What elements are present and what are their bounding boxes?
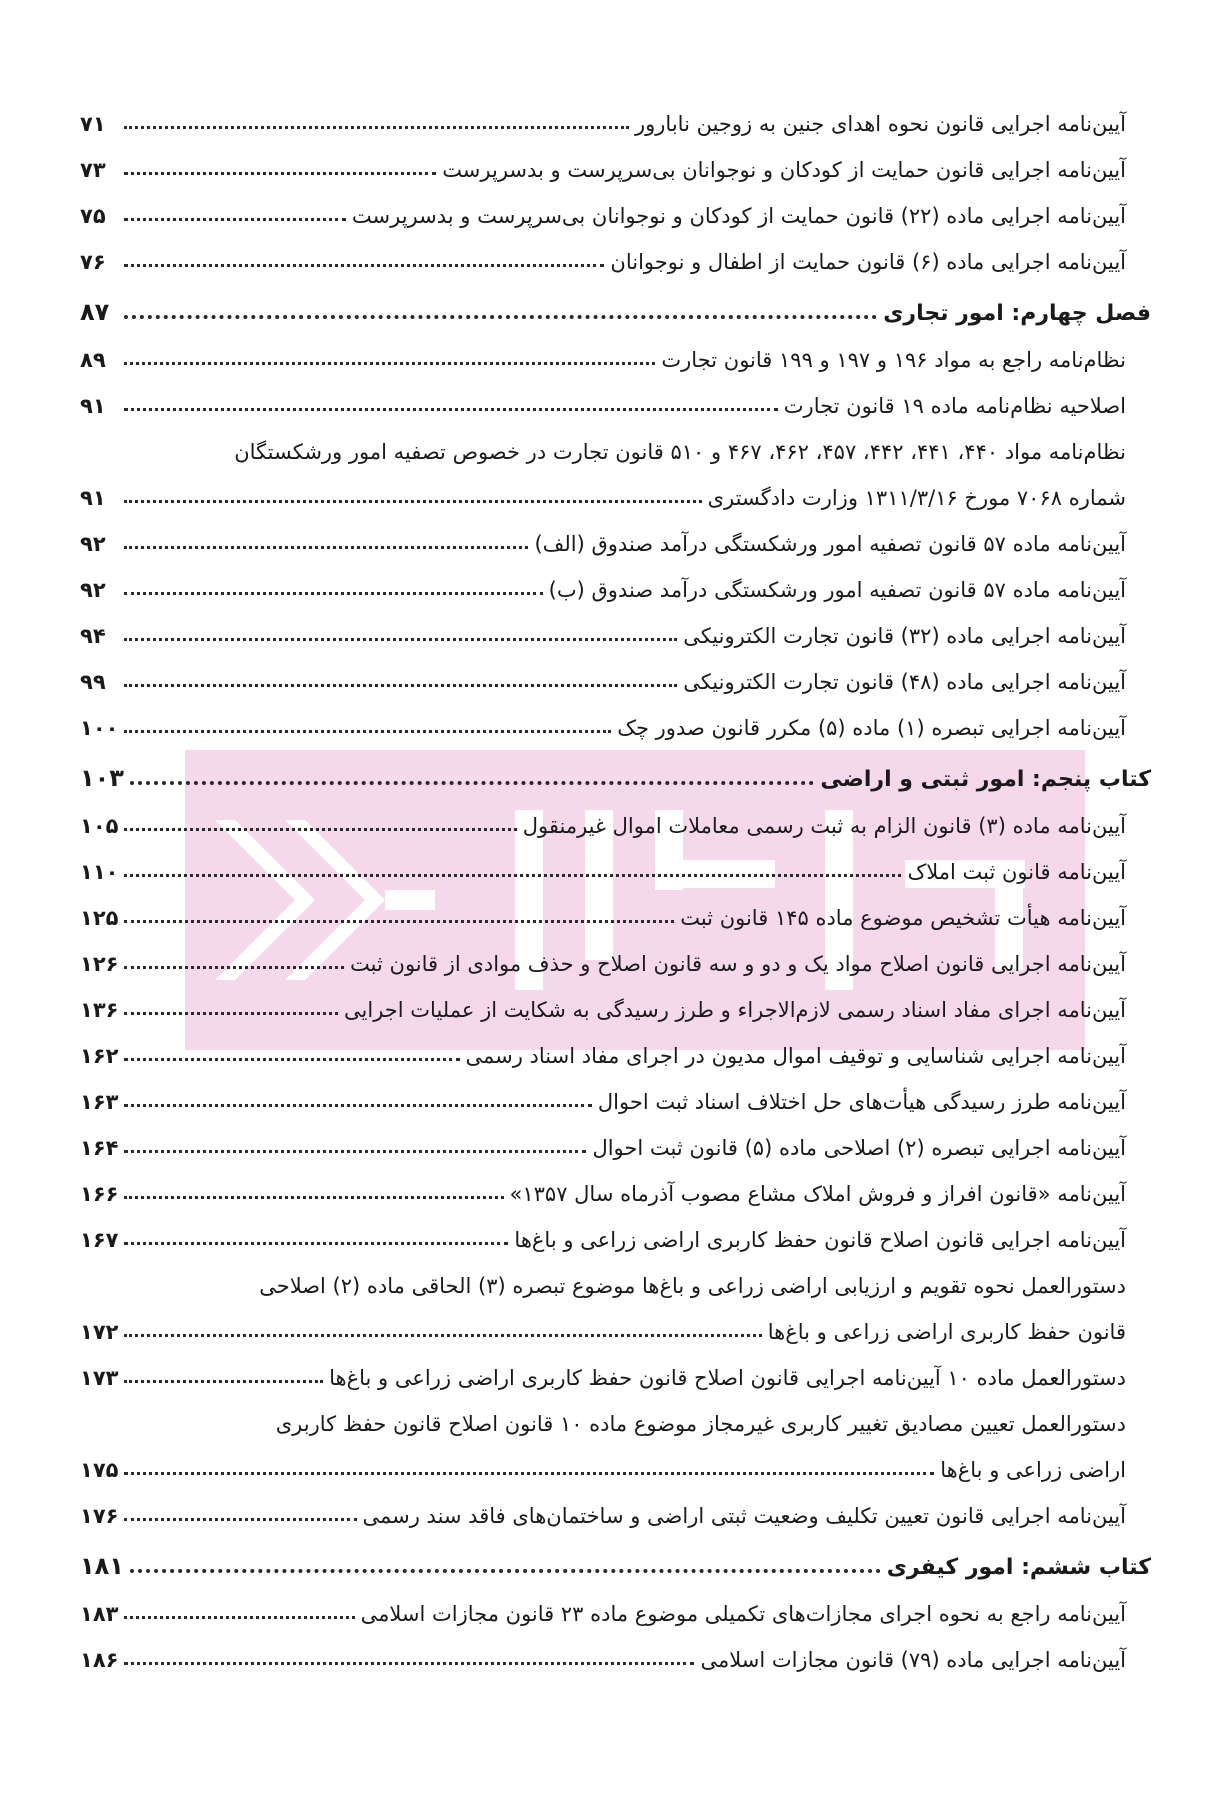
toc-entry[interactable]: [80, 1114, 1151, 1160]
toc-entry-title: نظام‌نامه راجع به مواد ۱۹۶ و ۱۹۷ و ۱۹۹ قانون تجارت: [661, 348, 1126, 372]
toc-entry[interactable]: [80, 1206, 1151, 1252]
toc-entry[interactable]: [80, 136, 1151, 182]
toc-entry-title: آیین‌نامه هیأت تشخیص موضوع ماده ۱۴۵ قانون ثبت: [680, 906, 1126, 930]
toc-page-number: ۱۶۳: [80, 1090, 119, 1114]
toc-page-number: ۸۹: [80, 348, 106, 372]
toc-page-number: ۷۶: [80, 250, 106, 274]
toc-entry-title: فصل چهارم: امور تجاری: [883, 301, 1151, 326]
toc-page-number: ۱۸۳: [80, 1602, 119, 1626]
toc-page-number: ۱۲۶: [80, 952, 119, 976]
toc-page-number: ۱۷۳: [80, 1366, 119, 1390]
toc-entry[interactable]: [80, 90, 1151, 136]
toc-entry-title: کتاب پنجم: امور ثبتی و اراضی: [820, 767, 1151, 792]
dot-leader: [124, 1518, 356, 1521]
toc-section-heading[interactable]: [80, 746, 1151, 792]
dot-leader: [124, 218, 346, 221]
toc-entry[interactable]: [80, 1022, 1151, 1068]
toc-entry[interactable]: [80, 792, 1151, 838]
toc-entry-title: اصلاحیه نظام‌نامه ماده ۱۹ قانون تجارت: [783, 394, 1126, 418]
toc-entry[interactable]: [80, 1160, 1151, 1206]
dot-leader: [124, 1662, 694, 1665]
dot-leader: [124, 362, 655, 365]
toc-entry-title: اراضی زراعی و باغ‌ها: [940, 1458, 1126, 1482]
dot-leader: [124, 828, 516, 831]
toc-entry[interactable]: [80, 228, 1151, 274]
toc-entry-title: آیین‌نامه اجرایی تبصره (۲) اصلاحی ماده (۵) قانون ثبت احوال: [592, 1136, 1126, 1160]
toc-entry[interactable]: [80, 182, 1151, 228]
toc-entry-first-line: [80, 1252, 1151, 1298]
toc-entry-title: دستورالعمل تعیین مصادیق تغییر کاربری غیرمجاز موضوع ماده ۱۰ قانون اصلاح قانون حفظ کاربری: [275, 1412, 1126, 1436]
toc-page-number: ۱۷۵: [80, 1458, 119, 1482]
dot-leader: [124, 315, 877, 319]
toc-page-number: ۱۶۴: [80, 1136, 119, 1160]
toc-entry[interactable]: [80, 694, 1151, 740]
toc-entry-title: آیین‌نامه اجرایی قانون حمایت از کودکان و نوجوانان بی‌سرپرست و بدسرپرست: [442, 158, 1126, 182]
toc-entry-title: کتاب ششم: امور کیفری: [886, 1555, 1151, 1580]
toc-section-heading[interactable]: [80, 280, 1151, 326]
toc-page-number: ۱۷۲: [80, 1320, 119, 1344]
toc-entry-title: قانون حفظ کاربری اراضی زراعی و باغ‌ها: [767, 1320, 1126, 1344]
toc-entry-title: آیین‌نامه اجرایی ماده (۳۲) قانون تجارت الکترونیکی: [683, 624, 1126, 648]
dot-leader: [124, 1058, 459, 1061]
toc-entry-title: آیین‌نامه ماده ۵۷ قانون تصفیه امور ورشکستگی درآمد صندوق (الف): [534, 532, 1126, 556]
toc-entry-title: آیین‌نامه اجرایی ماده (۶) قانون حمایت از اطفال و نوجوانان: [610, 250, 1126, 274]
toc-entry-title: آیین‌نامه ماده (۳) قانون الزام به ثبت رسمی معاملات اموال غیرمنقول: [522, 814, 1126, 838]
toc-page-number: ۹۲: [80, 578, 106, 602]
toc-entry[interactable]: [80, 1580, 1151, 1626]
toc-page-number: ۱۶۷: [80, 1228, 119, 1252]
dot-leader: [124, 920, 674, 923]
toc-entry-title: آیین‌نامه طرز رسیدگی هیأت‌های حل اختلاف اسناد ثبت احوال: [597, 1090, 1126, 1114]
dot-leader: [124, 730, 611, 733]
toc-page-number: ۱۶۶: [80, 1182, 119, 1206]
toc-entry-title: شماره ۷۰۶۸ مورخ ۱۳۱۱/۳/۱۶ وزارت دادگستری: [707, 486, 1126, 510]
toc-page-number: ۸۷: [80, 298, 110, 326]
toc-entry[interactable]: [80, 602, 1151, 648]
dot-leader: [130, 781, 814, 785]
toc-entry[interactable]: [80, 326, 1151, 372]
toc-entry[interactable]: [80, 464, 1151, 510]
toc-entry-title: آیین‌نامه ماده ۵۷ قانون تصفیه امور ورشکستگی درآمد صندوق (ب): [548, 578, 1126, 602]
toc-entry-first-line: [80, 418, 1151, 464]
toc-page-number: ۱۶۲: [80, 1044, 119, 1068]
toc-page-number: ۹۱: [80, 486, 106, 510]
dot-leader: [124, 1196, 503, 1199]
toc-entry[interactable]: [80, 1298, 1151, 1344]
toc-page-number: ۱۸۶: [80, 1648, 119, 1672]
dot-leader: [124, 684, 677, 687]
toc-page-number: ۹۴: [80, 624, 106, 648]
toc-entry-title: آیین‌نامه راجع به نحوه اجرای مجازات‌های تکمیلی موضوع ماده ۲۳ قانون مجازات اسلامی: [360, 1602, 1126, 1626]
dot-leader: [124, 1242, 508, 1245]
toc-entry[interactable]: [80, 1436, 1151, 1482]
dot-leader: [124, 1616, 354, 1619]
toc-entry[interactable]: [80, 1626, 1151, 1672]
toc-entry-title: آیین‌نامه اجرای مفاد اسناد رسمی لازم‌الاجراء و طرز رسیدگی به شکایت از عملیات اجرایی: [344, 998, 1126, 1022]
dot-leader: [124, 408, 778, 411]
dot-leader: [124, 546, 528, 549]
toc-entry[interactable]: [80, 976, 1151, 1022]
toc-page-number: ۹۲: [80, 532, 106, 556]
toc-page-number: ۷۵: [80, 204, 106, 228]
toc-entry-title: آیین‌نامه اجرایی ماده (۲۲) قانون حمایت از کودکان و نوجوانان بی‌سرپرست و بدسرپرست: [351, 204, 1126, 228]
toc-entry-title: آیین‌نامه اجرایی شناسایی و توقیف اموال مدیون در اجرای مفاد اسناد رسمی: [465, 1044, 1126, 1068]
toc-entry[interactable]: [80, 648, 1151, 694]
toc-entry-title: آیین‌نامه اجرایی قانون اصلاح مواد یک و دو و سه قانون اصلاح و حذف موادی از قانون ثبت: [350, 952, 1126, 976]
table-of-contents: [80, 90, 1151, 1672]
toc-page-number: ۱۸۱: [80, 1552, 124, 1580]
toc-page-number: ۹۹: [80, 670, 106, 694]
toc-entry[interactable]: [80, 1482, 1151, 1528]
toc-entry-title: دستورالعمل نحوه تقویم و ارزیابی اراضی زراعی و باغ‌ها موضوع تبصره (۳) الحاقی ماده (۲) اصلاحی: [259, 1274, 1126, 1298]
toc-entry-title: آیین‌نامه اجرایی ماده (۷۹) قانون مجازات اسلامی: [700, 1648, 1126, 1672]
dot-leader: [124, 874, 901, 877]
toc-entry[interactable]: [80, 1068, 1151, 1114]
toc-page-number: ۷۱: [80, 112, 106, 136]
dot-leader: [124, 1104, 591, 1107]
toc-page-number: ۹۱: [80, 394, 106, 418]
toc-entry-title: آیین‌نامه اجرایی تبصره (۱) ماده (۵) مکرر قانون صدور چک: [617, 716, 1126, 740]
dot-leader: [124, 1334, 761, 1337]
toc-entry[interactable]: [80, 510, 1151, 556]
dot-leader: [124, 966, 344, 969]
toc-entry-title: آیین‌نامه اجرایی قانون تعیین تکلیف وضعیت ثبتی اراضی و ساختمان‌های فاقد سند رسمی: [362, 1504, 1126, 1528]
toc-entry[interactable]: [80, 930, 1151, 976]
toc-section-heading[interactable]: [80, 1534, 1151, 1580]
toc-entry-title: آیین‌نامه اجرایی قانون اصلاح قانون حفظ کاربری اراضی زراعی و باغ‌ها: [514, 1228, 1126, 1252]
dot-leader: [124, 500, 702, 503]
toc-entry[interactable]: [80, 884, 1151, 930]
toc-page-number: ۱۰۵: [80, 814, 119, 838]
toc-entry-title: آیین‌نامه اجرایی قانون نحوه اهدای جنین به زوجین نابارور: [635, 112, 1126, 136]
toc-page-number: ۱۷۶: [80, 1504, 119, 1528]
toc-entry-first-line: [80, 1390, 1151, 1436]
toc-entry[interactable]: [80, 1344, 1151, 1390]
toc-entry[interactable]: [80, 838, 1151, 884]
toc-entry-title: دستورالعمل ماده ۱۰ آیین‌نامه اجرایی قانون اصلاح قانون حفظ کاربری اراضی زراعی و باغ‌ها: [329, 1366, 1126, 1390]
toc-page-number: ۱۰۳: [80, 764, 124, 792]
toc-page-number: ۷۳: [80, 158, 106, 182]
toc-entry-title: آیین‌نامه قانون ثبت املاک: [907, 860, 1126, 884]
toc-page-number: ۱۳۶: [80, 998, 119, 1022]
dot-leader: [124, 638, 677, 641]
dot-leader: [124, 592, 543, 595]
toc-entry-title: آیین‌نامه «قانون افراز و فروش املاک مشاع مصوب آذرماه سال ۱۳۵۷»: [509, 1182, 1126, 1206]
toc-page-number: ۱۱۰: [80, 860, 119, 884]
dot-leader: [124, 172, 436, 175]
dot-leader: [124, 126, 629, 129]
dot-leader: [124, 1150, 586, 1153]
toc-entry-title: نظام‌نامه مواد ۴۴۰، ۴۴۱، ۴۴۲، ۴۵۷، ۴۶۲، ۴۶۷ و ۵۱۰ قانون تجارت در خصوص تصفیه امور ورشکستگان: [234, 440, 1126, 464]
dot-leader: [124, 1472, 934, 1475]
toc-page-number: ۱۰۰: [80, 716, 119, 740]
toc-entry[interactable]: [80, 556, 1151, 602]
dot-leader: [124, 1012, 338, 1015]
toc-entry[interactable]: [80, 372, 1151, 418]
toc-page-number: ۱۲۵: [80, 906, 119, 930]
dot-leader: [130, 1569, 881, 1573]
dot-leader: [124, 264, 604, 267]
toc-entry-title: آیین‌نامه اجرایی ماده (۴۸) قانون تجارت الکترونیکی: [683, 670, 1126, 694]
dot-leader: [124, 1380, 323, 1383]
